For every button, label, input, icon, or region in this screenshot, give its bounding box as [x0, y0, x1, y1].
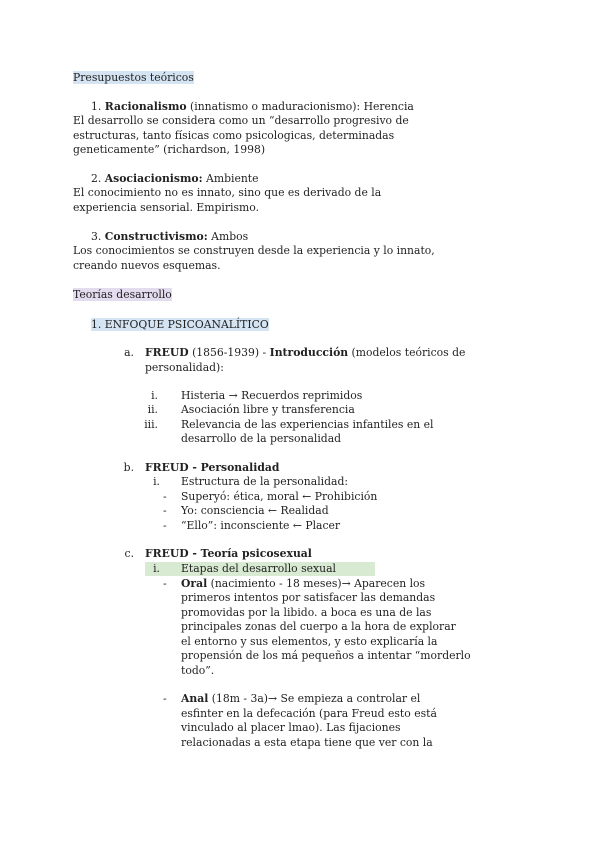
- paragraph-line: creando nuevos esquemas.: [73, 259, 221, 272]
- dash-marker: -: [163, 519, 167, 532]
- paragraph-line: todo”.: [181, 664, 215, 677]
- list-marker: a.: [124, 346, 134, 359]
- paragraph-line: El desarrollo se considera como un “desarrollo progresivo de: [73, 114, 409, 127]
- paragraph-line: esfinter en la defecación (para Freud esto está: [181, 707, 437, 720]
- list-item: Histeria → Recuerdos reprimidos: [181, 389, 363, 402]
- list-item: Asociación libre y transferencia: [181, 403, 355, 416]
- list-marker: c.: [124, 547, 134, 560]
- etapa-anal: [181, 692, 420, 707]
- dash-marker: -: [163, 504, 167, 517]
- paragraph-line: el entorno y sus elementos, y esto explicaría la: [181, 635, 438, 648]
- list-item-continuation: desarrollo de la personalidad: [181, 432, 342, 445]
- list-marker: i.: [153, 562, 160, 575]
- list-marker: i.: [153, 475, 160, 488]
- list-number: 1.: [91, 100, 102, 113]
- list-marker: ii.: [147, 403, 158, 416]
- freud-personalidad-heading: FREUD - Personalidad: [145, 461, 280, 474]
- term-detail: (nacimiento - 18 meses)→ Aparecen los: [207, 577, 426, 590]
- term: Anal: [181, 692, 209, 705]
- freud-psicosexual-heading: FREUD - Teoría psicosexual: [145, 547, 312, 560]
- term-detail: (18m - 3a)→ Se empieza a controlar el: [208, 692, 421, 705]
- freud-years: (1856-1939) -: [188, 346, 270, 359]
- list-subitem: “Ello”: inconsciente ← Placer: [181, 519, 341, 532]
- term-detail: (innatismo o maduracionismo): Herencia: [186, 100, 414, 113]
- term-detail: Ambos: [207, 230, 249, 243]
- paragraph-line: propensión de los má pequeños a intentar “morderlo: [181, 649, 471, 662]
- paragraph-line: promovidas por la libido. a boca es una de las: [181, 606, 432, 619]
- freud-subtitle-detail: (modelos teóricos de: [348, 346, 466, 359]
- list-subitem: Superyó: ética, moral ← Prohibición: [181, 490, 378, 503]
- freud-subtitle: Introducción: [269, 346, 349, 359]
- paragraph-line: experiencia sensorial. Empirismo.: [73, 201, 260, 214]
- list-item-asociacionismo: [91, 172, 259, 187]
- section-heading-presupuestos: [73, 71, 194, 86]
- paragraph-line: estructuras, tanto físicas como psicologicas, determinadas: [73, 129, 395, 142]
- term: Constructivismo:: [104, 230, 208, 243]
- section-heading-teorias: [73, 288, 172, 303]
- list-subitem: Yo: consciencia ← Realidad: [181, 504, 329, 517]
- paragraph-line: vinculado al placer lmao). Las fijaciones: [181, 721, 401, 734]
- list-item-racionalismo: [91, 100, 414, 115]
- enfoque-label: 1. ENFOQUE PSICOANALÍTICO: [91, 318, 269, 331]
- dash-marker: -: [163, 577, 167, 590]
- enfoque-heading: [91, 318, 269, 333]
- paragraph-line: primeros intentos por satisfacer las demandas: [181, 591, 436, 604]
- list-marker: i.: [151, 389, 158, 402]
- term: Asociacionismo:: [104, 172, 203, 185]
- term: Oral: [181, 577, 208, 590]
- list-item-etapas: Etapas del desarrollo sexual: [181, 562, 336, 575]
- list-item: Estructura de la personalidad:: [181, 475, 348, 488]
- paragraph-line: principales zonas del cuerpo a la hora de explorar: [181, 620, 456, 633]
- paragraph-line: geneticamente” (richardson, 1998): [73, 143, 266, 156]
- list-item-constructivismo: [91, 230, 248, 245]
- term: Racionalismo: [104, 100, 187, 113]
- term-detail: Ambiente: [202, 172, 259, 185]
- dash-marker: -: [163, 692, 167, 705]
- heading-text: Presupuestos teóricos: [73, 71, 194, 84]
- list-number: 3.: [91, 230, 102, 243]
- freud-title: FREUD: [145, 346, 189, 359]
- paragraph-line: Los conocimientos se construyen desde la experiencia y lo innato,: [73, 244, 435, 257]
- list-item: Relevancia de las experiencias infantiles en el: [181, 418, 434, 431]
- paragraph-line: relacionadas a esta etapa tiene que ver con la: [181, 736, 433, 749]
- paragraph-line: personalidad):: [145, 361, 224, 374]
- list-marker: b.: [123, 461, 134, 474]
- dash-marker: -: [163, 490, 167, 503]
- paragraph-line: El conocimiento no es innato, sino que es derivado de la: [73, 186, 382, 199]
- heading-text: Teorías desarrollo: [73, 288, 172, 301]
- list-number: 2.: [91, 172, 102, 185]
- list-marker: iii.: [144, 418, 158, 431]
- freud-intro-heading: [145, 346, 465, 361]
- etapa-oral: [181, 577, 425, 592]
